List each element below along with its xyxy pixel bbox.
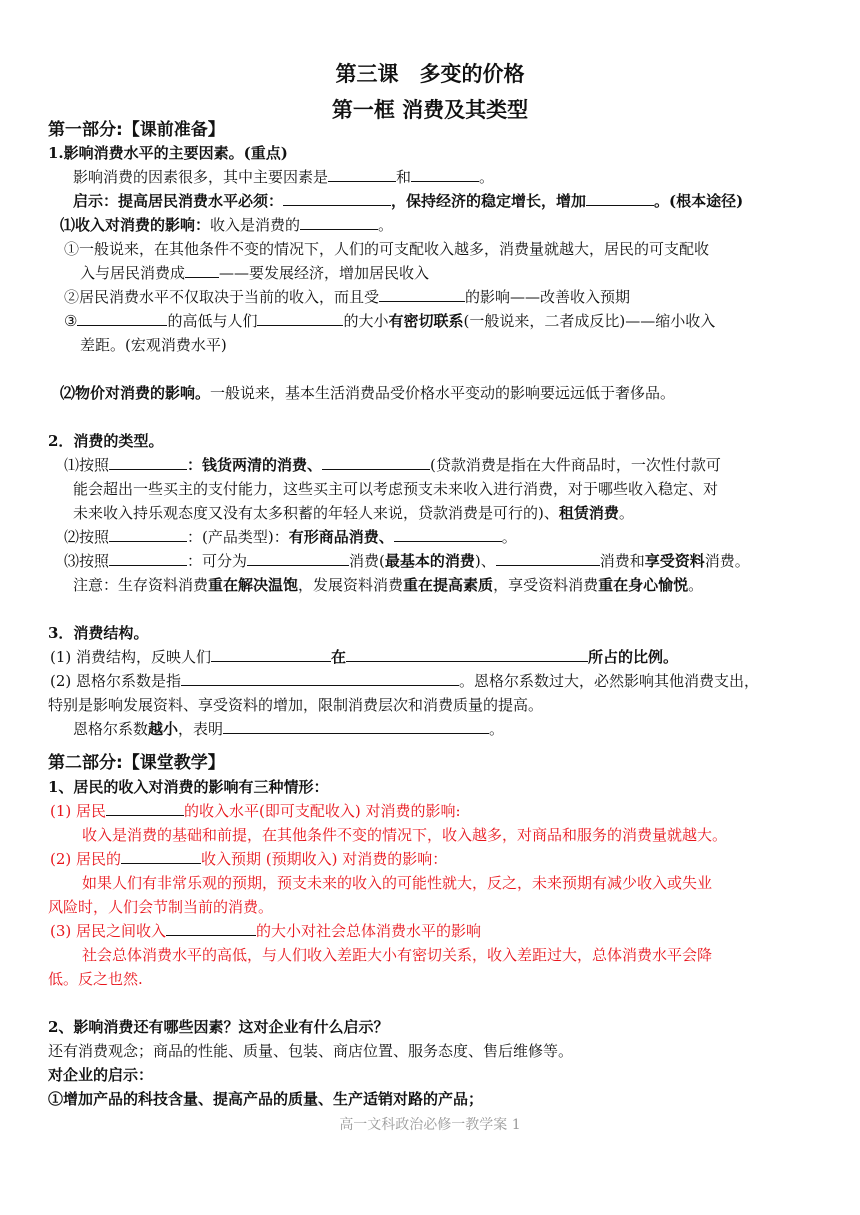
q2-line-5: ⑶按照 ：可分为 消费(最基本的消费)、 消费和享受资料消费。 bbox=[64, 552, 750, 570]
q2-heading: 2．消费的类型。 bbox=[48, 432, 164, 450]
p2-case-2-body-1: 如果人们有非常乐观的预期，预支未来的收入的可能性就大，反之，未来预期有减少收入或失业 bbox=[82, 874, 713, 892]
q2-line-1: ⑴按照 ：钱货两清的消费、 (贷款消费是指在大件商品时，一次性付款可 bbox=[64, 456, 721, 474]
answer-blank[interactable] bbox=[121, 848, 201, 864]
q1-heading: 1.影响消费水平的主要因素。(重点) bbox=[48, 144, 288, 162]
q1-point-3-cont: 差距。(宏观消费水平) bbox=[80, 336, 227, 354]
answer-blank[interactable] bbox=[181, 670, 459, 686]
page-footer: 高一文科政治必修一教学案 1 bbox=[339, 1117, 521, 1133]
q1-intro: 影响消费的因素很多，其中主要因素是 和 。 bbox=[73, 168, 495, 186]
p2-case-3: (3) 居民之间收入 的大小对社会总体消费水平的影响 bbox=[50, 922, 482, 940]
q2-line-3: 未来收入持乐观态度又没有太多积蓄的年轻人来说，贷款消费是可行的)、租赁消费。 bbox=[73, 504, 634, 522]
answer-blank[interactable] bbox=[223, 718, 489, 734]
answer-blank[interactable] bbox=[586, 190, 654, 206]
answer-blank[interactable] bbox=[394, 526, 502, 542]
p2-case-3-body-2: 低。反之也然. bbox=[48, 970, 143, 988]
p2-case-2-body-2: 风险时，人们会节制当前的消费。 bbox=[48, 898, 274, 916]
answer-blank[interactable] bbox=[247, 550, 349, 566]
p2-q1-heading: 1、居民的收入对消费的影响有三种情形： bbox=[48, 778, 329, 796]
q1-point-1-cont: 入与居民消费成 ——要发展经济，增加居民收入 bbox=[80, 264, 430, 282]
q3-heading: 3．消费结构。 bbox=[48, 624, 149, 642]
answer-blank[interactable] bbox=[496, 550, 600, 566]
answer-blank[interactable] bbox=[411, 166, 479, 182]
answer-blank[interactable] bbox=[257, 310, 343, 326]
p2-q2-insight-label: 对企业的启示： bbox=[48, 1066, 154, 1084]
q2-note: 注意：生存资料消费重在解决温饱，发展资料消费重在提高素质，享受资料消费重在身心愉悦。 bbox=[73, 576, 704, 594]
p2-q2-heading: 2、影响消费还有哪些因素？这对企业有什么启示？ bbox=[48, 1018, 389, 1036]
answer-blank[interactable] bbox=[300, 214, 378, 230]
answer-blank[interactable] bbox=[166, 920, 256, 936]
answer-blank[interactable] bbox=[109, 526, 187, 542]
q1-point-2: ②居民消费水平不仅取决于当前的收入，而且受 的影响——改善收入预期 bbox=[64, 288, 631, 306]
q3-line-4: 恩格尔系数越小，表明 。 bbox=[73, 720, 505, 738]
answer-blank[interactable] bbox=[109, 550, 187, 566]
q1-section-income: ⑴收入对消费的影响：收入是消费的 。 bbox=[60, 216, 394, 234]
q3-line-2: (2) 恩格尔系数是指 。恩格尔系数过大，必然影响其他消费支出， bbox=[50, 672, 760, 690]
part2-heading: 第二部分:【课堂教学】 bbox=[48, 753, 225, 773]
answer-blank[interactable] bbox=[211, 646, 331, 662]
page-title: 第三课 多变的价格 bbox=[335, 62, 525, 86]
q1-point-3: ③ 的高低与人们 的大小有密切联系(一般说来，二者成反比)——缩小收入 bbox=[64, 312, 716, 330]
answer-blank[interactable] bbox=[322, 454, 430, 470]
p2-case-2: (2) 居民的 收入预期 (预期收入) 对消费的影响： bbox=[50, 850, 448, 868]
page-subtitle: 第一框 消费及其类型 bbox=[331, 98, 529, 122]
q3-line-1: (1) 消费结构，反映人们 在 所占的比例。 bbox=[50, 648, 679, 666]
q2-line-4: ⑵按照 ：(产品类型)：有形商品消费、 。 bbox=[64, 528, 517, 546]
q1-point-1: ①一般说来，在其他条件不变的情况下，人们的可支配收入越多，消费量就越大，居民的可支配收 bbox=[64, 240, 710, 258]
p2-q2-answer: 还有消费观念；商品的性能、质量、包装、商店位置、服务态度、售后维修等。 bbox=[48, 1042, 574, 1060]
q2-line-2: 能会超出一些买主的支付能力，这些买主可以考虑预支未来收入进行消费，对于哪些收入稳定、对 bbox=[73, 480, 719, 498]
answer-blank[interactable] bbox=[283, 190, 391, 206]
answer-blank[interactable] bbox=[379, 286, 465, 302]
q1-section-price: ⑵物价对消费的影响。一般说来，基本生活消费品受价格水平变动的影响要远远低于奢侈品。 bbox=[60, 384, 676, 402]
part1-heading: 第一部分:【课前准备】 bbox=[48, 120, 225, 140]
answer-blank[interactable] bbox=[346, 646, 588, 662]
answer-blank[interactable] bbox=[106, 800, 184, 816]
p2-q2-insight-1: ①增加产品的科技含量、提高产品的质量、生产适销对路的产品； bbox=[48, 1090, 484, 1108]
q1-hint: 启示：提高居民消费水平必须： ，保持经济的稳定增长，增加 。(根本途径) bbox=[73, 192, 744, 210]
p2-case-3-body-1: 社会总体消费水平的高低，与人们收入差距大小有密切关系，收入差距过大，总体消费水平会降 bbox=[82, 946, 713, 964]
answer-blank[interactable] bbox=[185, 262, 219, 278]
answer-blank[interactable] bbox=[77, 310, 167, 326]
q3-line-3: 特别是影响发展资料、享受资料的增加，限制消费层次和消费质量的提高。 bbox=[48, 696, 544, 714]
answer-blank[interactable] bbox=[109, 454, 187, 470]
p2-case-1-body: 收入是消费的基础和前提，在其他条件不变的情况下，收入越多，对商品和服务的消费量就越大。 bbox=[82, 826, 728, 844]
answer-blank[interactable] bbox=[328, 166, 396, 182]
p2-case-1: (1) 居民 的收入水平(即可支配收入) 对消费的影响: bbox=[50, 802, 461, 820]
